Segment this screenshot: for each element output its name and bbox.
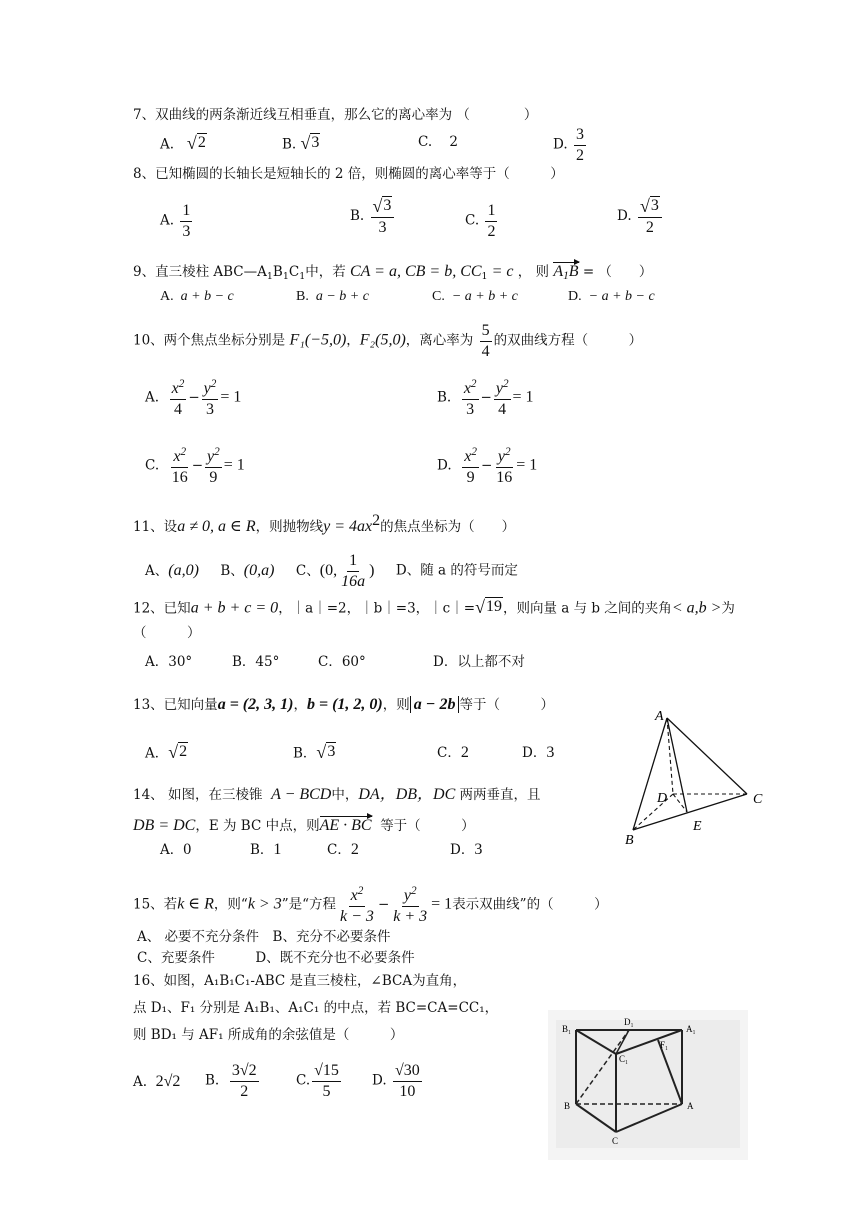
fig14-label-c: C	[753, 792, 763, 807]
q9-option-a: A. a + b − c	[160, 289, 234, 304]
q11-stem: 11、设a ≠ 0, a ∈ R，则抛物线$y = 4ax^2$的焦点坐标为（ ）	[133, 512, 516, 535]
q14-tetrahedron-figure	[615, 708, 775, 853]
q8-option-d: D. √ 3 2	[617, 196, 664, 237]
fig14-label-b: B	[625, 833, 634, 848]
q12-option-d: D．以上都不对	[433, 654, 525, 670]
q13-option-c: C．2	[437, 744, 469, 761]
q7-option-d: D. $\frac{3}{2}$	[553, 126, 584, 164]
fig16-label-b1: B₁	[562, 1024, 572, 1034]
q10-option-d: D. $\frac{x^2}{9}$ − $\frac{y^2}{16}$ = 1	[437, 446, 538, 486]
fig16-label-d1: D₁	[624, 1017, 634, 1027]
q8-option-a: A. $\frac{1}{3}$	[160, 202, 191, 240]
q12-option-c: C．60°	[318, 654, 366, 670]
q14-option-b: B．1	[250, 841, 282, 858]
q16-line1: 16、如图，A₁B₁C₁-ABC 是直三棱柱，∠BCA为直角，	[133, 973, 467, 989]
fig14-label-e: E	[693, 819, 702, 834]
q10-stem: 10、两个焦点坐标分别是 F₁(−5,0)，F₂(5,0)，离心率为 $\frac{5}{4}$ 的双曲线方程（ ）	[133, 322, 643, 360]
q15-options-ab: A、 必要不充分条件 B、充分不必要条件	[137, 929, 391, 945]
q16-line2: 点 D₁、F₁ 分别是 A₁B₁、A₁C₁ 的中点，若 BC=CA=CC₁，	[133, 1000, 499, 1016]
q11-option-b: B、(0,a)	[220, 561, 275, 579]
q13-option-d: D．3	[522, 744, 555, 761]
fig16-label-c1: C₁	[619, 1054, 629, 1064]
q16-option-c: C. $\frac{√15}{5}$	[296, 1062, 339, 1100]
q9-option-c: C. − a + b + c	[432, 289, 518, 304]
q13-option-b: B． √ 3	[293, 741, 336, 762]
q16-option-b: B. $\frac{3√2}{2}$	[205, 1062, 257, 1100]
q7-stem: 7、双曲线的两条渐近线互相垂直，那么它的离心率为 （ ）	[133, 107, 538, 123]
q13-option-a: A． √ 2	[145, 741, 188, 762]
q15-options-cd: C、充要条件 D、既不充分也不必要条件	[137, 950, 415, 966]
q10-option-b: B. $\frac{x^2}{3}$ − $\frac{y^2}{4}$ = 1	[437, 378, 534, 418]
fig16-label-f1: F₁	[660, 1040, 669, 1050]
q11-options	[145, 552, 518, 590]
q13-stem: 13、已知向量a = (2, 3, 1)，b = (1, 2, 0)，则 a − 2b 等于（ ）	[133, 696, 554, 713]
q14-option-c: C．2	[327, 841, 359, 858]
fig16-label-b: B	[564, 1101, 571, 1111]
q14-line2: DB = DC，E 为 BC 中点，则AE · BC 等于（ ）	[133, 817, 475, 834]
q8-option-c: C. $\frac{1}{2}$	[465, 202, 496, 240]
q11-option-c: C、(0, $\frac{1}{16a}$ )	[295, 552, 375, 590]
q16-option-a: A. 2√2	[133, 1073, 181, 1090]
q12-option-a: A．30°	[145, 654, 193, 670]
q9-vector-equation: CA = a, CB = b, CC	[350, 263, 482, 280]
q12-stem: 12、已知a + b + c = 0，｜a｜=2，｜b｜=3，｜c｜= √ 19 ，则向量 a 与 b 之间的夹角< a,b >为	[133, 596, 735, 617]
q11-option-a: A、(a,0)	[145, 561, 199, 579]
q10-option-a: A. $\frac{x^2}{4}$ − $\frac{y^2}{3}$ = 1	[145, 378, 242, 418]
q12-paren: （ ）	[133, 625, 201, 641]
fig16-label-a: A	[687, 1101, 694, 1111]
q14-option-a: A．0	[160, 841, 192, 858]
q9-option-d: D. − a + b − c	[568, 289, 655, 304]
q14-line1: 14、 如图，在三棱锥 A − BCD中，DA，DB，DC 两两垂直，且	[133, 786, 541, 803]
fig14-label-d: D	[657, 791, 668, 806]
q12-option-b: B．45°	[232, 654, 280, 670]
q8-option-b: B. √ 3 3	[350, 196, 396, 237]
q8-stem: 8、已知椭圆的长轴长是短轴长的 2 倍，则椭圆的离心率等于（ ）	[133, 166, 564, 182]
q11-option-d: D、随 a 的符号而定	[395, 562, 518, 579]
q7-option-b: B. √ 3	[282, 132, 320, 153]
q16-line3: 则 BD₁ 与 AF₁ 所成角的余弦值是（ ）	[133, 1027, 404, 1043]
q15-stem: 15、若k ∈ R，则“k > 3”是“方程 $\frac{x^2}{k - 3}$ − $\frac{y^2}{k + 3}$ = 1表示双曲线”的（ ）	[133, 885, 608, 925]
q16-prism-figure	[548, 1010, 748, 1160]
q7-option-a: A. √ 2	[160, 132, 206, 153]
q9-stem: 9、直三棱柱 $ABC—A_1B_1C_1$中，若 CA = a, CB = b, $CC_1 = c$ ， 则 $A_1B$ = （ ）	[133, 263, 653, 282]
fig16-label-a1: A₁	[686, 1024, 696, 1034]
fig14-label-a: A	[655, 709, 664, 724]
q10-option-c: C. $\frac{x^2}{16}$ − $\frac{y^2}{9}$ = 1	[145, 446, 245, 486]
q9-option-b: B. a − b + c	[296, 289, 369, 304]
q14-option-d: D．3	[450, 841, 483, 858]
fig16-label-c: C	[612, 1136, 619, 1146]
q16-option-d: D. $\frac{√30}{10}$	[372, 1062, 420, 1100]
q7-option-c: C. 2	[418, 134, 458, 150]
